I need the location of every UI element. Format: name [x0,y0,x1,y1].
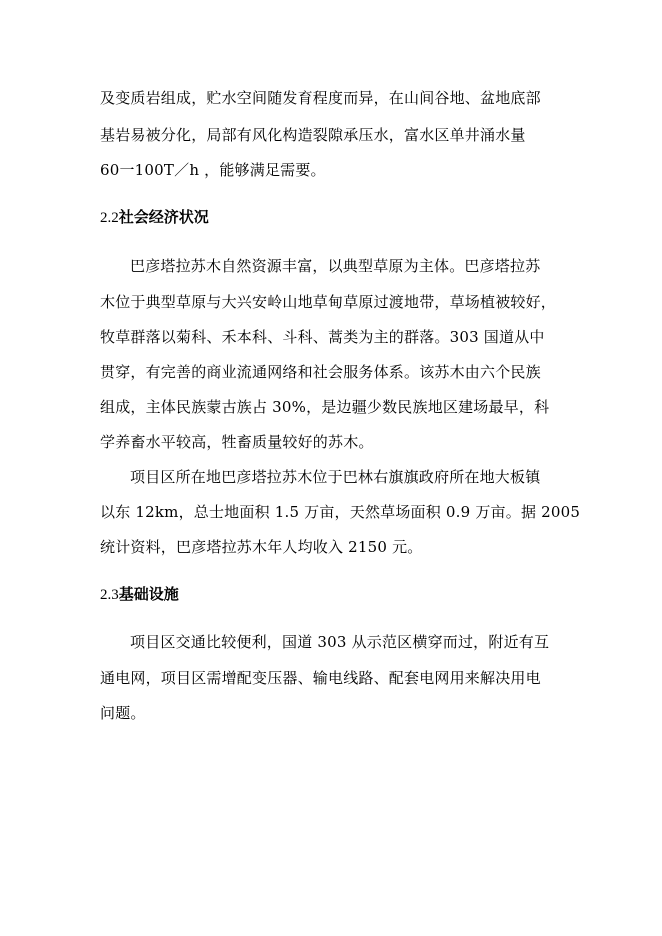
s23-p1-line-1: 项目区交通比较便利，国道 303 从示范区横穿而过，附近有互 [130,633,550,651]
s22-p1-line-4: 贯穿，有完善的商业流通网络和社会服务体系。该苏木由六个民族 [100,363,541,381]
section-2-3-heading [100,584,179,605]
s23-p1-line-3: 问题。 [100,704,146,722]
section-2-3-number: 2.3 [100,587,119,603]
s22-p1-line-2: 木位于典型草原与大兴安岭山地草甸草原过渡地带，草场植被较好， [100,293,557,311]
s22-p1-line-1: 巴彦塔拉苏木自然资源丰富，以典型草原为主体。巴彦塔拉苏 [130,257,541,275]
intro-line-1: 及变质岩组成，贮水空间随发育程度而异，在山间谷地、盆地底部 [100,89,541,107]
s22-p2-line-1: 项目区所在地巴彦塔拉苏木位于巴林右旗旗政府所在地大板镇 [130,468,541,486]
s22-p2-line-3: 统计资料，巴彦塔拉苏木年人均收入 2150 元。 [100,538,423,556]
section-2-2-heading [100,207,209,228]
intro-line-3: 60一100T／h ，能够满足需要。 [100,161,326,179]
s22-p1-line-6: 学养畜水平较高，牲畜质量较好的苏木。 [100,433,374,451]
section-2-2-number: 2.2 [100,210,119,226]
s22-p1-line-5: 组成，主体民族蒙古族占 30%，是边疆少数民族地区建场最早，科 [100,398,550,416]
section-2-3-title: 基础设施 [118,585,179,603]
intro-line-2: 基岩易被分化，局部有风化构造裂隙承压水，富水区单井涌水量 [100,126,526,144]
section-2-2-title: 社会经济状况 [118,208,209,226]
s22-p2-line-2: 以东 12km，总士地面积 1.5 万亩，天然草场面积 0.9 万亩。据 2005 [100,503,581,521]
s23-p1-line-2: 通电网，项目区需增配变压器、输电线路、配套电网用来解决用电 [100,669,541,687]
s22-p1-line-3: 牧草群落以菊科、禾本科、斗科、蒿类为主的群落。303 国道从中 [100,328,545,346]
